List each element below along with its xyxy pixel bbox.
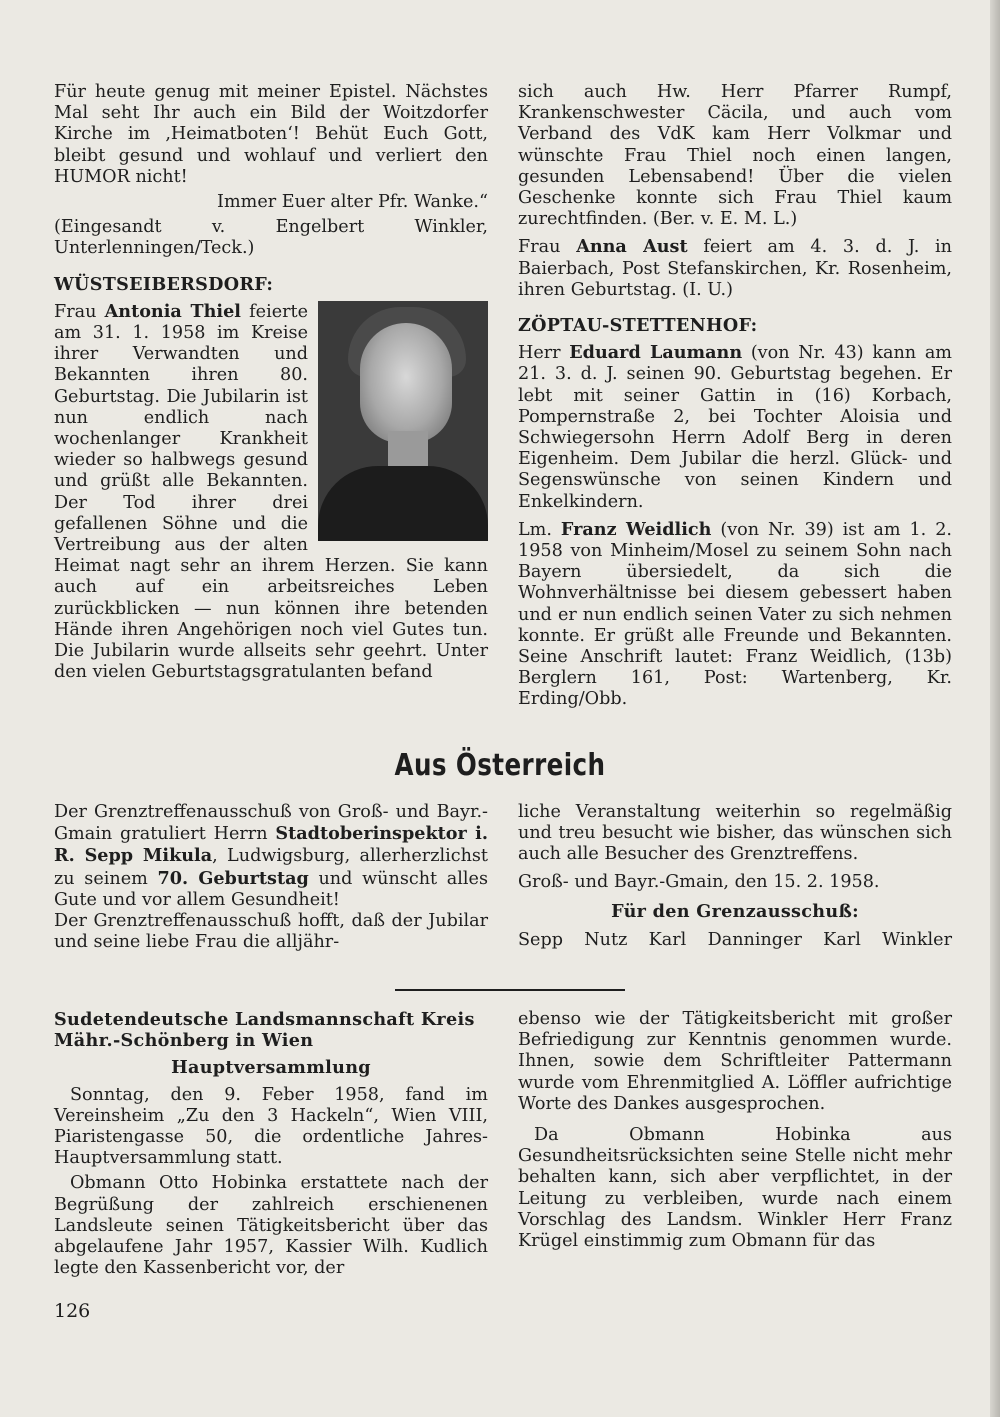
heading-zoeptau: ZÖPTAU-STETTENHOF:	[518, 315, 758, 337]
thanks-paragraph: ebenso wie der Tätigkeitsbericht mit großer Befriedigung zur Kenntnis genommen wurde. Ihnen, sowie dem Schriftleiter Pattermann wurde vom Ehrenmitglied A. Löffler aufrichtige Worte des Dankes ausgesprochen.	[518, 1009, 952, 1114]
laumann-article: Herr Eduard Laumann (von Nr. 43) kann am 21. 3. d. J. seinen 90. Geburtstag begehen. Er lebt mit seiner Gattin in (16) Korbach, Pompernstraße 2, bei Tochter Aloisia und Schwiegersohn Herrn Adolf Berg in deren Eigenheim. Dem Jubilar die herzl. Glück- und Segenswünsche von seinen Kindern und Enkelkindern.	[518, 342, 952, 512]
landsmannschaft-heading: Sudetendeutsche Landsmannschaft Kreis Mähr.-Schönberg in Wien	[54, 1009, 475, 1052]
election-paragraph: Da Obmann Hobinka aus Gesundheitsrücksichten seine Stelle nicht mehr behalten kann, sich aber verpflichtet, in der Leitung zu verbleiben, wurde nach einem Vorschlag des Landsm. Winkler Herr Franz Krügel einstimmig zum Obmann für das	[518, 1125, 952, 1252]
hauptversammlung-heading: Hauptversammlung	[171, 1057, 371, 1079]
committee-label: Für den Grenzausschuß:	[611, 900, 859, 922]
page-number: 126	[54, 1300, 91, 1322]
epistle-closing: Für heute genug mit meiner Epistel. Nächstes Mal seht Ihr auch ein Bild der Woitzdorfer Kirche im ‚Heimatboten‘! Behüt Euch Gott, bleibt gesund und wohlauf und verliert den HUMOR nicht!	[54, 82, 488, 187]
top-right-column	[518, 82, 952, 711]
epistle-credit: (Eingesandt v. Engelbert Winkler, Unterlenningen/Teck.)	[54, 217, 488, 259]
mikula-continuation: liche Veranstaltung weiterhin so regelmäßig und treu besucht wie bisher, das wünschen sich auch alle Besucher des Grenztreffens.	[518, 802, 952, 865]
bottom-right-column	[518, 1009, 952, 1252]
mikula-congrats: Der Grenztreffenausschuß von Groß- und Bayr.-Gmain gratuliert Herrn Stadtoberinspektor i. R. Sepp Mikula, Ludwigsburg, allerherzlichst zu seinem 70. Geburtstag und wünscht alles Gute und vor allem Gesundheit!	[54, 802, 488, 910]
person-name: Antonia Thiel	[104, 300, 241, 322]
section-title: Aus Österreich	[394, 748, 606, 783]
meeting-report: Sonntag, den 9. Feber 1958, fand im Vereinsheim „Zu den 3 Hackeln“, Wien VIII, Piaristengasse 50, die ordentliche Jahres-Hauptversammlung statt.	[54, 1084, 488, 1169]
date-line: Groß- und Bayr.-Gmain, den 15. 2. 1958.	[518, 871, 880, 892]
top-left-column	[54, 82, 488, 683]
thiel-continuation: sich auch Hw. Herr Pfarrer Rumpf, Krankenschwester Cäcila, und auch vom Verband des VdK kam Herr Volkmar und wünschte Frau Thiel noch einen langen, gesunden Lebensabend! Über die vielen Geschenke konnte sich Frau Thiel kaum zurechtfinden. (Ber. v. E. M. L.)	[518, 82, 952, 230]
epistle-signature: Immer Euer alter Pfr. Wanke.“	[217, 192, 488, 213]
mikula-hope: Der Grenztreffenausschuß hofft, daß der Jubilar und seine liebe Frau die alljähr-	[54, 911, 488, 953]
section-divider	[395, 989, 625, 991]
heading-wuestseibersdorf: WÜSTSEIBERSDORF:	[54, 273, 274, 295]
weidlich-article: Lm. Franz Weidlich (von Nr. 39) ist am 1. 2. 1958 von Minheim/Mosel zu seinem Sohn nach Bayern übersiedelt, da sich die Wohnverhältnisse bei diesem gebessert haben und er nun endlich seinen Vater zu sich nehmen konnte. Er grüßt alle Freunde und Bekannten. Seine Anschrift lautet: Franz Weidlich, (13b) Berglern 161, Post: Wartenberg, Kr. Erding/Obb.	[518, 518, 952, 710]
treasurer-report: Obmann Otto Hobinka erstattete nach der Begrüßung der zahlreich erschienenen Landsleute seinen Tätigkeitsbericht über das abgelaufene Jahr 1957, Kassier Wilh. Kudlich legte den Kassenbericht vor, der	[54, 1173, 488, 1279]
committee-signatures: Sepp Nutz Karl Danninger Karl Winkler	[518, 930, 952, 951]
aust-article: Frau Anna Aust feiert am 4. 3. d. J. in Baierbach, Post Stefanskirchen, Kr. Rosenheim, ihren Geburtstag. (I. U.)	[518, 236, 953, 300]
mid-right-column	[518, 802, 952, 951]
portrait-photo	[318, 301, 488, 541]
page-edge-shadow	[990, 0, 1000, 1417]
bottom-left-column	[54, 1009, 488, 1279]
mid-left-column	[54, 802, 488, 953]
wuestseibersdorf-article: Frau Antonia Thiel feierte am 31. 1. 1958 im Kreise ihrer Verwandten und Bekannten ihren 80. Geburtstag. Die Jubilarin ist nun endlich nach wochenlanger Krankheit wieder so halbwegs gesund und grüßt alle Bekannten. Der Tod ihrer drei gefallenen Söhne und die Vertreibung aus der alten Heimat nagt sehr an ihrem Herzen. Sie kann auch auf ein arbeitsreiches Leben zurückblicken — nun können ihre betenden Hände ihren Angehörigen noch viel Gutes tun. Die Jubilarin wurde allseits sehr geehrt. Unter den vielen Geburtstagsgratulanten befand	[54, 300, 488, 683]
